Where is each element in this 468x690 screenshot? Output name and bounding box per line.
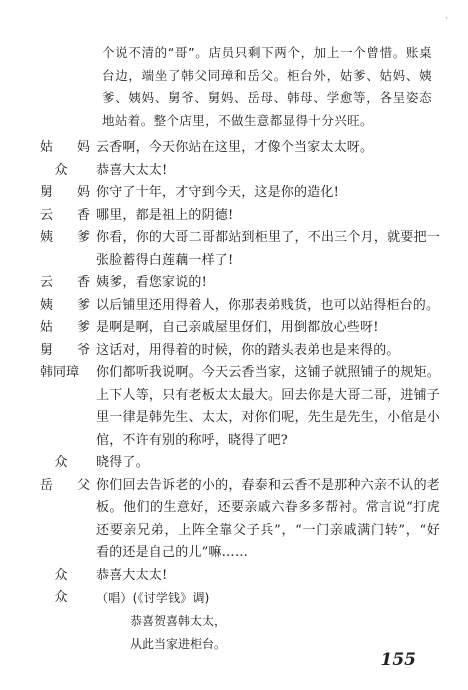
dialogue-line [40, 452, 440, 475]
speech-text: 哪里，都是祖上的阴德! [96, 207, 234, 223]
dialogue-line [40, 160, 440, 183]
speaker-name: 舅 爷 [40, 342, 90, 358]
speaker-name: 云 香 [40, 275, 90, 290]
speaker-name: 舅 妈 [40, 185, 90, 200]
speech-text: 恭喜大太太! [96, 567, 168, 583]
song-verse-line: 从此当家进柜台。 [130, 636, 227, 651]
speech-text: 云香啊，今天你站在这里，才像个当家太太呀。 [96, 140, 374, 155]
song-verse-line: 恭喜贺喜韩太太， [130, 613, 227, 628]
speech-text: 你们回去告诉老的小的，春泰和云香不是那种六亲不认的老板。他们的生意好，还要亲戚六眷多多帮衬。常言说“打虎还要亲兄弟，上阵全靠父子兵”，“一门亲戚满门转”，“好看的还是自己的儿”嘛…… [96, 477, 440, 560]
song-tune-label: （唱）(《讨学钱》调) [96, 591, 210, 605]
dialogue-line [40, 182, 440, 205]
speaker-name: 云 香 [40, 207, 90, 223]
speech-text: 是啊是啊，自己亲戚屋里伢们，用倒都放心些呀! [96, 320, 379, 335]
speaker-name: 众 [54, 455, 68, 470]
speech-text: 恭喜大太太! [96, 162, 168, 178]
dialogue-line [40, 295, 440, 318]
speaker-name: 岳 父 [40, 477, 90, 493]
dialogue-line [40, 205, 440, 228]
speech-text: 以后铺里还用得着人，你那表弟贱货，也可以站得柜台的。 [96, 297, 440, 313]
corner-mark: · [445, 14, 448, 23]
dialogue-line [40, 227, 440, 272]
speech-text: 你们都听我说啊。今天云香当家，这铺子就照铺子的规矩。上下人等，只有老板太太最大。回去你是大哥二哥，进铺子里一律是韩先生、太太，对你们呢，先生是先生，小倌是小倌，不许有别的称呼，晓得了吧? [96, 365, 440, 448]
speaker-name: 姨 爹 [40, 297, 90, 313]
speaker-name: 姑 爹 [40, 320, 90, 335]
dialogue-line [40, 340, 440, 363]
speaker-name: 众 [54, 162, 68, 178]
dialogue-line [40, 137, 440, 160]
speech-text: 你守了十年，才守到今天，这是你的造化! [96, 185, 340, 200]
dialogue-line [40, 475, 440, 565]
speaker-name: 众 [54, 590, 68, 605]
speech-text: 你看，你的大哥二哥都站到柜里了，不出三个月，就要把一张脸蓄得白莲藕一样了! [96, 230, 440, 268]
speaker-name: 韩同璋 [40, 365, 80, 380]
speaker-name: 姑 妈 [40, 140, 90, 155]
page-number: 155 [380, 650, 416, 670]
speech-text: 姨爹，看您家说的! [96, 275, 208, 290]
stage-direction: 个说不清的“哥”。店员只剩下两个，加上一个曾惜。账桌台边，端坐了韩父同璋和岳父。柜台外，姑爹、姑妈、姨爹、姨妈、舅爷、舅妈、岳母、韩母、学愈等，各呈姿态地站着。整个店里，不做生意都显得十分兴旺。 [102, 45, 432, 128]
dialogue-line [40, 587, 440, 610]
dialogue-line [40, 272, 440, 295]
dialogue-line [40, 317, 440, 340]
speech-text: 这话对，用得着的时候，你的踏头表弟也是来得的。 [96, 342, 400, 358]
dialogue-line [40, 565, 440, 588]
speaker-name: 众 [54, 567, 68, 583]
dialogue-block [40, 137, 440, 656]
speech-text: 晓得了。 [96, 455, 149, 470]
dialogue-line [40, 362, 440, 452]
speaker-name: 姨 爹 [40, 230, 90, 245]
